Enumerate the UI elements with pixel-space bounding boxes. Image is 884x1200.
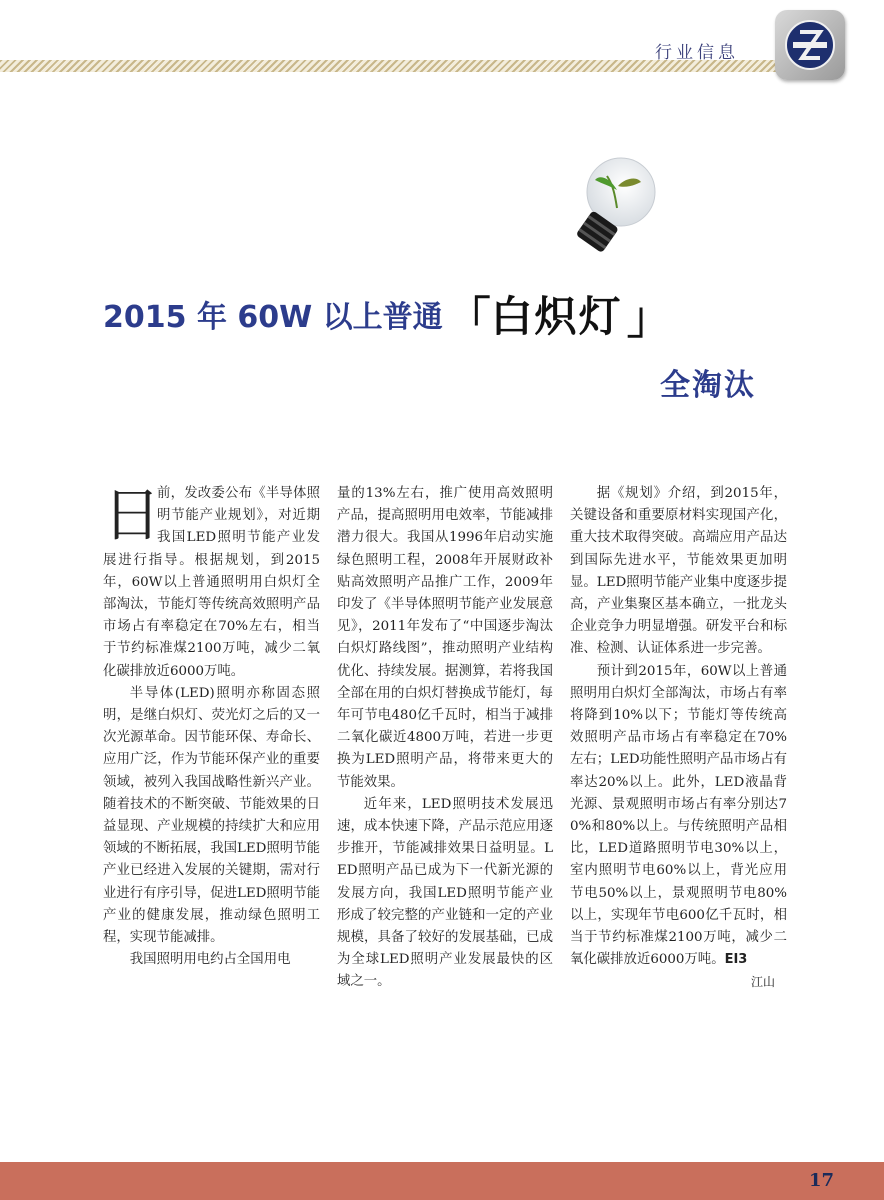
footer-bar <box>0 1162 884 1200</box>
end-mark: EI3 <box>724 952 748 968</box>
logo-emblem-icon <box>783 18 837 72</box>
paragraph <box>570 661 787 990</box>
title-open-bracket: 「 <box>446 293 491 344</box>
article-title-line2: 全淘汰 <box>660 368 756 403</box>
paragraph: 我国照明用电约占全国用电 <box>129 952 291 968</box>
author-name: 江山 <box>750 975 775 990</box>
title-close-bracket: 」 <box>626 293 671 344</box>
article-column-2 <box>337 483 553 994</box>
page-number: 17 <box>808 1170 834 1191</box>
article-column-3 <box>570 483 787 994</box>
title-prefix: 2015 年 60W 以上普通 <box>103 300 443 335</box>
title-emphasis: 白炽灯 <box>490 292 623 341</box>
section-label: 行业信息 <box>655 43 739 63</box>
magazine-logo <box>775 10 845 80</box>
paragraph-text: 预计到2015年，60W以上普通照明用白炽灯全部淘汰，市场占有率将降到10%以下；节能灯等传统高效照明产品市场占有率稳定在70%左右；LED功能性照明产品市场占有率达20%以上。此外，LED液晶背光源、景观照明市场占有率分别达70%和80%以上。与传统照明产品相比，LED道路照明节电30%以上，室内照明节电60%以上，背光应用节电50%以上，景观照明节电80%以上，实现年节电600亿千瓦时，相当于节约标准煤2100万吨，减少二氧化碳排放近6000万吨。 <box>570 663 787 968</box>
paragraph: 前，发改委公布《半导体照明节能产业规划》，对近期我国LED照明节能产业发展进行指导。根据规划，到2015年，60W以上普通照明用白炽灯全部淘汰，节能灯等传统高效照明产品市场占有率稳定在70%左右，相当于节约标准煤2100万吨，减少二氧化碳排放近6000万吨。 <box>103 486 320 679</box>
paragraph: 据《规划》介绍，到2015年，关键设备和重要原材料实现国产化，重大技术取得突破。高端应用产品达到国际先进水平，节能效果更加明显。LED照明节能产业集中度逐步提高，产业集聚区基本确立，一批龙头企业竞争力明显增强。研发平台和标准、检测、认证体系进一步完善。 <box>570 486 787 657</box>
article-title <box>103 282 671 346</box>
paragraph: 近年来，LED照明技术发展迅速，成本快速下降，产品示范应用逐步推开，节能减排效果日益明显。LED照明产品已成为下一代新光源的发展方向，我国LED照明节能产业形成了较完整的产业链和一定的产业规模，具备了较好的发展基础，已成为全球LED照明产业发展最快的区域之一。 <box>337 796 553 990</box>
lightbulb-sprout-icon <box>555 150 665 260</box>
paragraph: 量的13%左右，推广使用高效照明产品，提高照明用电效率，节能减排潜力很大。我国从1996年启动实施绿色照明工程，2008年开展财政补贴高效照明产品推广工作，2009年印发了《半导体照明节能产业发展意见》，2011年发布了“中国逐步淘汰白炽灯路线图”，推动照明产业结构优化、持续发展。据测算，若将我国全部在用的白炽灯替换成节能灯，每年可节电480亿千瓦时，相当于减排二氧化碳近4800万吨，若进一步更换为LED照明产品，将带来更大的节能效果。 <box>337 486 553 790</box>
drop-cap <box>103 481 162 549</box>
article-column-1 <box>103 483 320 971</box>
drop-cap-glyph: 日 <box>103 481 162 549</box>
paragraph: 半导体(LED)照明亦称固态照明，是继白炽灯、荧光灯之后的又一次光源革命。因节能环保、寿命长、应用广泛，作为节能环保产业的重要领域，被列入我国战略性新兴产业。随着技术的不断突破、节能效果的日益显现、产业规模的持续扩大和应用领域的不断拓展，我国LED照明节能产业已经进入发展的关键期，需对行业进行有序引导，促进LED照明节能产业的健康发展，推动绿色照明工程，实现节能减排。 <box>103 685 320 946</box>
